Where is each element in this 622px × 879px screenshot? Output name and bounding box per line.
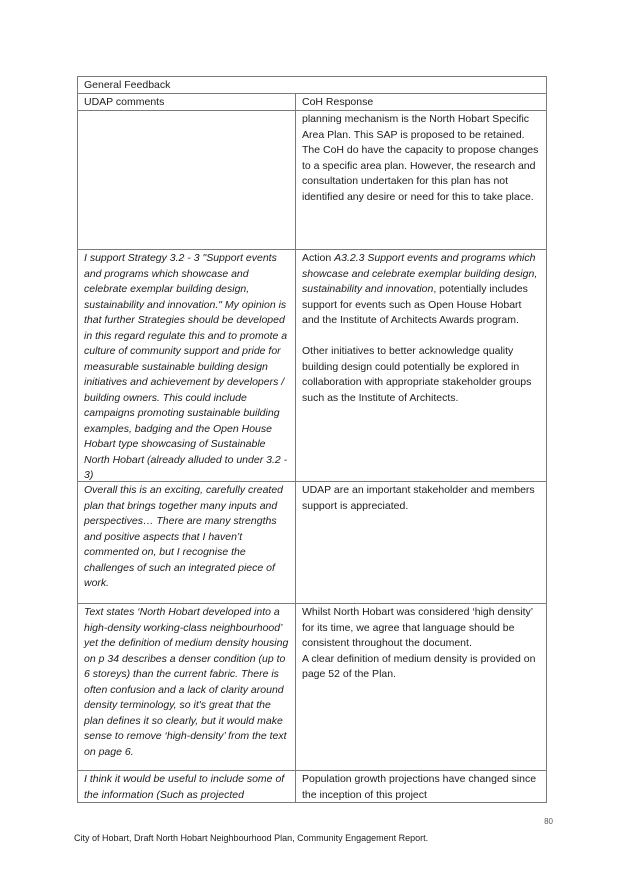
action-prefix: Action [302, 252, 335, 264]
table-row [78, 482, 546, 604]
table-title: General Feedback [84, 79, 171, 91]
response-paragraph: UDAP are an important stakeholder and members support is appreciated. [302, 484, 535, 512]
coh-response-cell [296, 250, 546, 481]
page-number: 80 [544, 817, 553, 826]
response-paragraph: Population growth projections have changed since the inception of this project [302, 773, 537, 801]
response-paragraph: Other initiatives to better acknowledge quality building design could potentially be explored in collaboration with appropriate stakeholder groups such as the Institute of Architects. [302, 345, 532, 404]
response-paragraph: A clear definition of medium density is provided on page 52 of the Plan. [302, 652, 536, 680]
response-paragraph [302, 251, 540, 329]
table-row [78, 771, 546, 802]
table-row [78, 604, 546, 771]
response-paragraph: planning mechanism is the North Hobart Specific Area Plan. This SAP is proposed to be retained. [302, 113, 530, 141]
udap-comment-cell: Overall this is an exciting, carefully created plan that brings together many inputs and perspectives… There are many strengths and positive aspects that I haven’t commented on, but I recognise the challenges of such an integrated piece of work. [78, 482, 296, 603]
table-header-row [78, 94, 546, 111]
action-continuation: , potentially includes support for events such as Open House Hobart and the Institute of Architects Awards program. [302, 283, 528, 326]
udap-comment-cell [78, 111, 296, 249]
coh-response-cell [296, 482, 546, 603]
coh-response-cell [296, 111, 546, 249]
column-header-coh-response: CoH Response [302, 96, 374, 108]
udap-comment-cell: I think it would be useful to include some of the information (Such as projected [78, 771, 296, 802]
coh-response-cell [296, 604, 546, 770]
table-row [78, 250, 546, 482]
footer-text: City of Hobart, Draft North Hobart Neighbourhood Plan, Community Engagement Report. [74, 833, 429, 843]
response-paragraph: Whilst North Hobart was considered ‘high density’ for its time, we agree that language should be consistent throughout the document. [302, 606, 533, 649]
column-header-udap-comments: UDAP comments [78, 94, 296, 110]
coh-response-cell [296, 771, 546, 802]
table-row [78, 111, 546, 250]
feedback-table [77, 76, 547, 803]
table-title-row [78, 77, 546, 94]
udap-comment-cell: I support Strategy 3.2 - 3 "Support events and programs which showcase and celebrate exemplar building design, sustainability and innovation." My opinion is that further Strategies should be developed in this regard regulate this and to promote a culture of community support and pride for measurable sustainable building design initiatives and achievement by developers / building owners. This could include campaigns promoting sustainable building examples, badging and the Open House Hobart type showcasing of Sustainable North Hobart (already alluded to under 3.2 - 3) [78, 250, 296, 481]
response-paragraph: The CoH do have the capacity to propose changes to a specific area plan. However, the research and consultation undertaken for this plan has not identified any desire or need for this to take place. [302, 144, 539, 203]
udap-comment-cell: Text states ‘North Hobart developed into a high-density working-class neighbourhood’ yet the definition of medium density housing on p 34 describes a denser condition (up to 6 storeys) than the current fabric. There is often confusion and a lack of clarity around density terminology, so it's great that the plan defines it so clearly, but it would make sense to remove ‘high-density’ from the text on page 6. [78, 604, 296, 770]
action-reference: A3.2.3 Support events and programs which showcase and celebrate exemplar building design, sustainability and innovation [302, 252, 538, 295]
